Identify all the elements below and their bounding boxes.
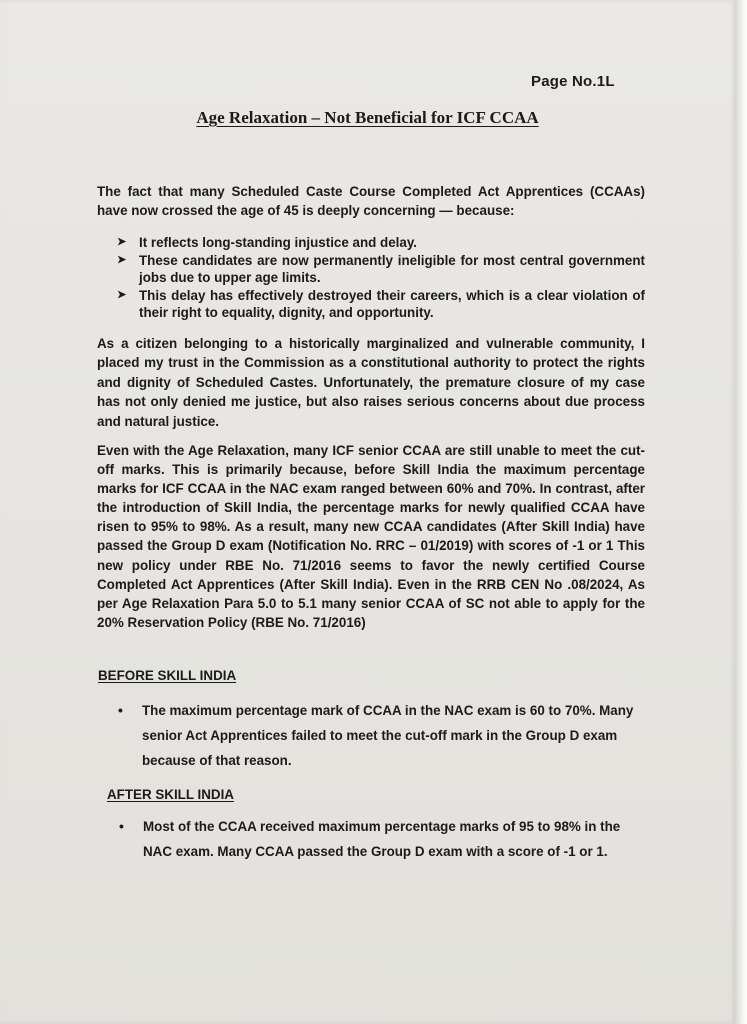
section-bullet-after xyxy=(119,814,651,864)
dot-bullet-icon: • xyxy=(118,702,123,718)
list-item xyxy=(117,234,645,252)
arrowhead-bullet-icon: ➤ xyxy=(117,253,127,266)
section-heading-before: BEFORE SKILL INDIA xyxy=(98,668,237,683)
list-item xyxy=(117,252,645,287)
document-title-text: Age Relaxation – Not Beneficial for ICF CCAA xyxy=(196,108,539,127)
section-bullet-before xyxy=(118,698,654,773)
reason-text: This delay has effectively destroyed their careers, which is a clear violation of their right to equality, dignity, and opportunity. xyxy=(139,287,645,320)
page-edge xyxy=(735,0,747,1024)
bullet-text: The maximum percentage mark of CCAA in the NAC exam is 60 to 70%. Many senior Act Apprentices failed to meet the cut-off mark in the Group D exam because of that reason. xyxy=(142,703,634,768)
arrowhead-bullet-icon: ➤ xyxy=(117,236,127,248)
dot-bullet-icon: • xyxy=(119,818,124,834)
age-relaxation-paragraph: Even with the Age Relaxation, many ICF senior CCAA are still unable to meet the cut-off marks. This is primarily because, before Skill India the maximum percentage marks for ICF CCAA in the NAC exam ranged between 60% and 70%. In contrast, after the introduction of Skill India, the percentage marks for newly qualified CCAA have risen to 95% to 98%. As a result, many new CCAA candidates (After Skill India) have passed the Group D exam (Notification No. RRC – 01/2019) with scores of -1 or 1 This new policy under RBE No. 71/2016 seems to favor the newly certified Course Completed Act Apprentices (After Skill India). Even in the RRB CEN No .08/2024, As per Age Relaxation Para 5.0 to 5.1 many senior CCAA of SC not able to apply for the 20% Reservation Policy (RBE No. 71/2016) xyxy=(97,443,645,630)
document-title xyxy=(0,108,735,128)
section-heading-after: AFTER SKILL INDIA xyxy=(107,787,234,802)
reason-text: These candidates are now permanently ineligible for most central government jobs due to upper age limits. xyxy=(139,252,645,285)
reason-text: It reflects long-standing injustice and delay. xyxy=(139,235,418,250)
reasons-list xyxy=(117,234,645,322)
arrowhead-bullet-icon: ➤ xyxy=(117,288,127,301)
bullet-text: Most of the CCAA received maximum percentage marks of 95 to 98% in the NAC exam. Many CCAA passed the Group D exam with a score of -1 or 1. xyxy=(143,819,621,859)
commission-paragraph: As a citizen belonging to a historically marginalized and vulnerable community, I placed my trust in the Commission as a constitutional authority to protect the rights and dignity of Scheduled Castes. Unfortunately, the premature closure of my case has not only denied me justice, but also raises serious concerns about due process and natural justice. xyxy=(97,336,645,429)
intro-paragraph: The fact that many Scheduled Caste Course Completed Act Apprentices (CCAAs) have now crossed the age of 45 is deeply concerning — because: xyxy=(97,184,645,219)
list-item xyxy=(117,287,645,322)
page-number: Page No.1L xyxy=(531,73,615,90)
